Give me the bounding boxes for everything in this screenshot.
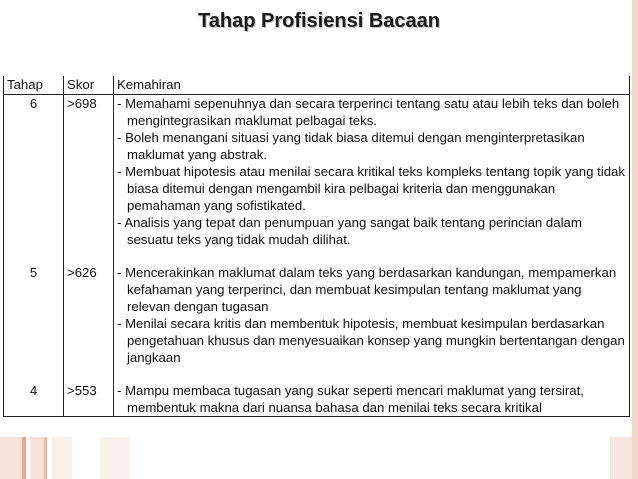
level-cell: 6 — [4, 95, 64, 249]
skill-item: - Mampu membaca tugasan yang sukar seperti mencari maklumat yang tersirat, membentuk makna dari nuansa bahasa dan menilai teks secara kritikal — [117, 382, 626, 416]
skill-item: - Mencerakinkan maklumat dalam teks yang berdasarkan kandungan, mempamerkan kefahaman yang terperinci, dan membuat kesimpulan tentang maklumat yang relevan dengan tugasan — [117, 264, 626, 315]
table-row — [4, 248, 630, 366]
level-cell: 5 — [4, 248, 64, 366]
score-cell: >698 — [64, 95, 114, 249]
table-row — [4, 95, 630, 249]
skill-cell — [114, 95, 630, 249]
header-skill: Kemahiran — [114, 76, 630, 95]
score-cell: >553 — [64, 366, 114, 417]
skill-item: - Memahami sepenuhnya dan secara terperinci tentang satu atau lebih teks dan boleh mengintegrasikan maklumat pelbagai teks. — [117, 95, 626, 129]
decorative-right-stripe — [632, 0, 638, 479]
table-header-row — [4, 76, 630, 95]
skill-cell — [114, 366, 630, 417]
header-score: Skor — [64, 76, 114, 95]
skill-cell — [114, 248, 630, 366]
header-level: Tahap — [4, 76, 64, 95]
level-cell: 4 — [4, 366, 64, 417]
table-row — [4, 366, 630, 417]
decorative-bottom-stripes — [0, 437, 638, 479]
score-cell: >626 — [64, 248, 114, 366]
skill-item: - Membuat hipotesis atau menilai secara kritikal teks kompleks tentang topik yang tidak biasa ditemui dengan mengambil kira pelbagai kriteria dan menggunakan pemahaman yang sofistikated. — [117, 163, 626, 214]
proficiency-table — [3, 76, 630, 417]
page-title: Tahap Profisiensi Bacaan — [198, 10, 440, 32]
skill-item: - Analisis yang tepat dan penumpuan yang sangat baik tentang perincian dalam sesuatu teks yang tidak mudah dilihat. — [117, 214, 626, 248]
skill-item: - Boleh menangani situasi yang tidak biasa ditemui dengan menginterpretasikan maklumat yang abstrak. — [117, 129, 626, 163]
skill-item: - Menilai secara kritis dan membentuk hipotesis, membuat kesimpulan berdasarkan pengetahuan khusus dan menyesuaikan konsep yang mungkin bertentangan dengan jangkaan — [117, 315, 626, 366]
